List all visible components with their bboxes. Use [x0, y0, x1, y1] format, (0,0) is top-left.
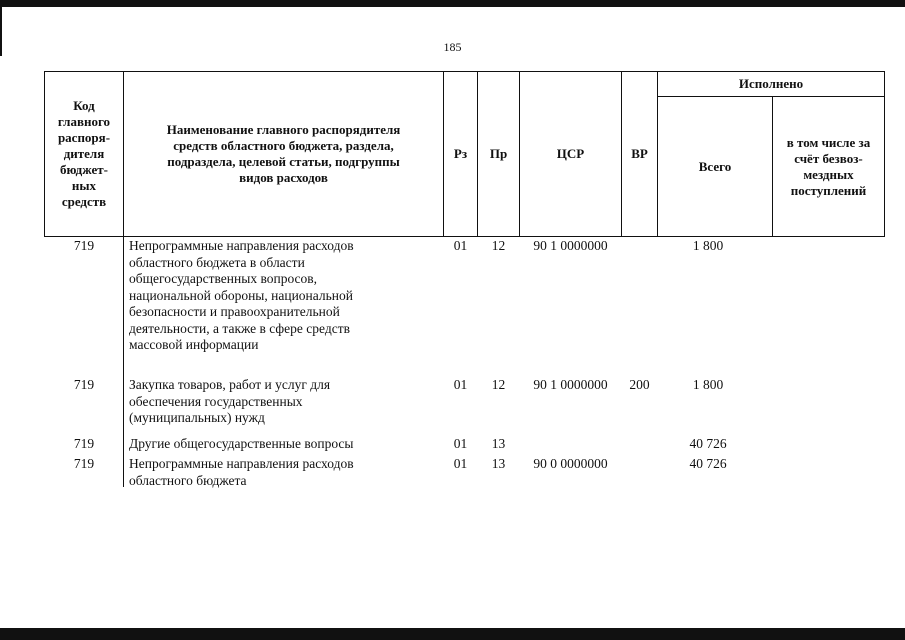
header-rz: Рз [453, 146, 468, 161]
row-rz: 01 [453, 436, 468, 451]
row-pr: 12 [491, 377, 506, 392]
header-pr: Пр [489, 146, 508, 161]
header-csr: ЦСР [556, 146, 585, 161]
header-name-text: Наименование главного распорядителя средств областного бюджета, раздела, подраздела, целевой статьи, подгруппы видов расходов [166, 122, 401, 185]
row-name: Непрограммные направления расходов областного бюджета в области общегосударственных вопросов, национальной обороны, национальной безопасности и правоохранительной деятельности, а также в сфере средств массовой информации [129, 238, 354, 352]
header-code [45, 72, 123, 236]
row-name: Другие общегосударственные вопросы [129, 436, 354, 451]
row-vsego: 40 726 [689, 436, 727, 451]
row-rz: 01 [453, 238, 468, 253]
row-rz: 01 [453, 456, 468, 471]
row-pr: 13 [491, 456, 506, 471]
row-vr: 200 [629, 377, 650, 392]
row-csr: 90 1 0000000 [533, 377, 608, 392]
row-code: 719 [73, 238, 95, 253]
header-name [124, 72, 443, 236]
row-code: 719 [73, 456, 95, 471]
row-vsego: 1 800 [692, 377, 724, 392]
row-code: 719 [73, 377, 95, 392]
row-csr: 90 1 0000000 [533, 238, 608, 253]
row-name: Непрограммные направления расходов областного бюджета [129, 456, 354, 488]
header-bezvozmezd-text: в том числе за счёт безвоз- мездных поступлений [786, 134, 871, 198]
header-bezvozmezd [773, 97, 884, 236]
header-vr: ВР [631, 146, 648, 161]
header-vsego: Всего [698, 158, 732, 174]
row-pr: 13 [491, 436, 506, 451]
page-number: 185 [443, 40, 462, 54]
header-code-text: Код главного распоря- дителя бюджет- ных средств [57, 98, 111, 209]
row-csr: 90 0 0000000 [533, 456, 608, 471]
row-rz: 01 [453, 377, 468, 392]
row-code: 719 [73, 436, 95, 451]
row-vsego: 40 726 [689, 456, 727, 471]
row-vsego: 1 800 [692, 238, 724, 253]
header-ispolneno: Исполнено [738, 76, 804, 91]
row-pr: 12 [491, 238, 506, 253]
row-name: Закупка товаров, работ и услуг для обеспечения государственных (муниципальных) нужд [129, 377, 331, 425]
